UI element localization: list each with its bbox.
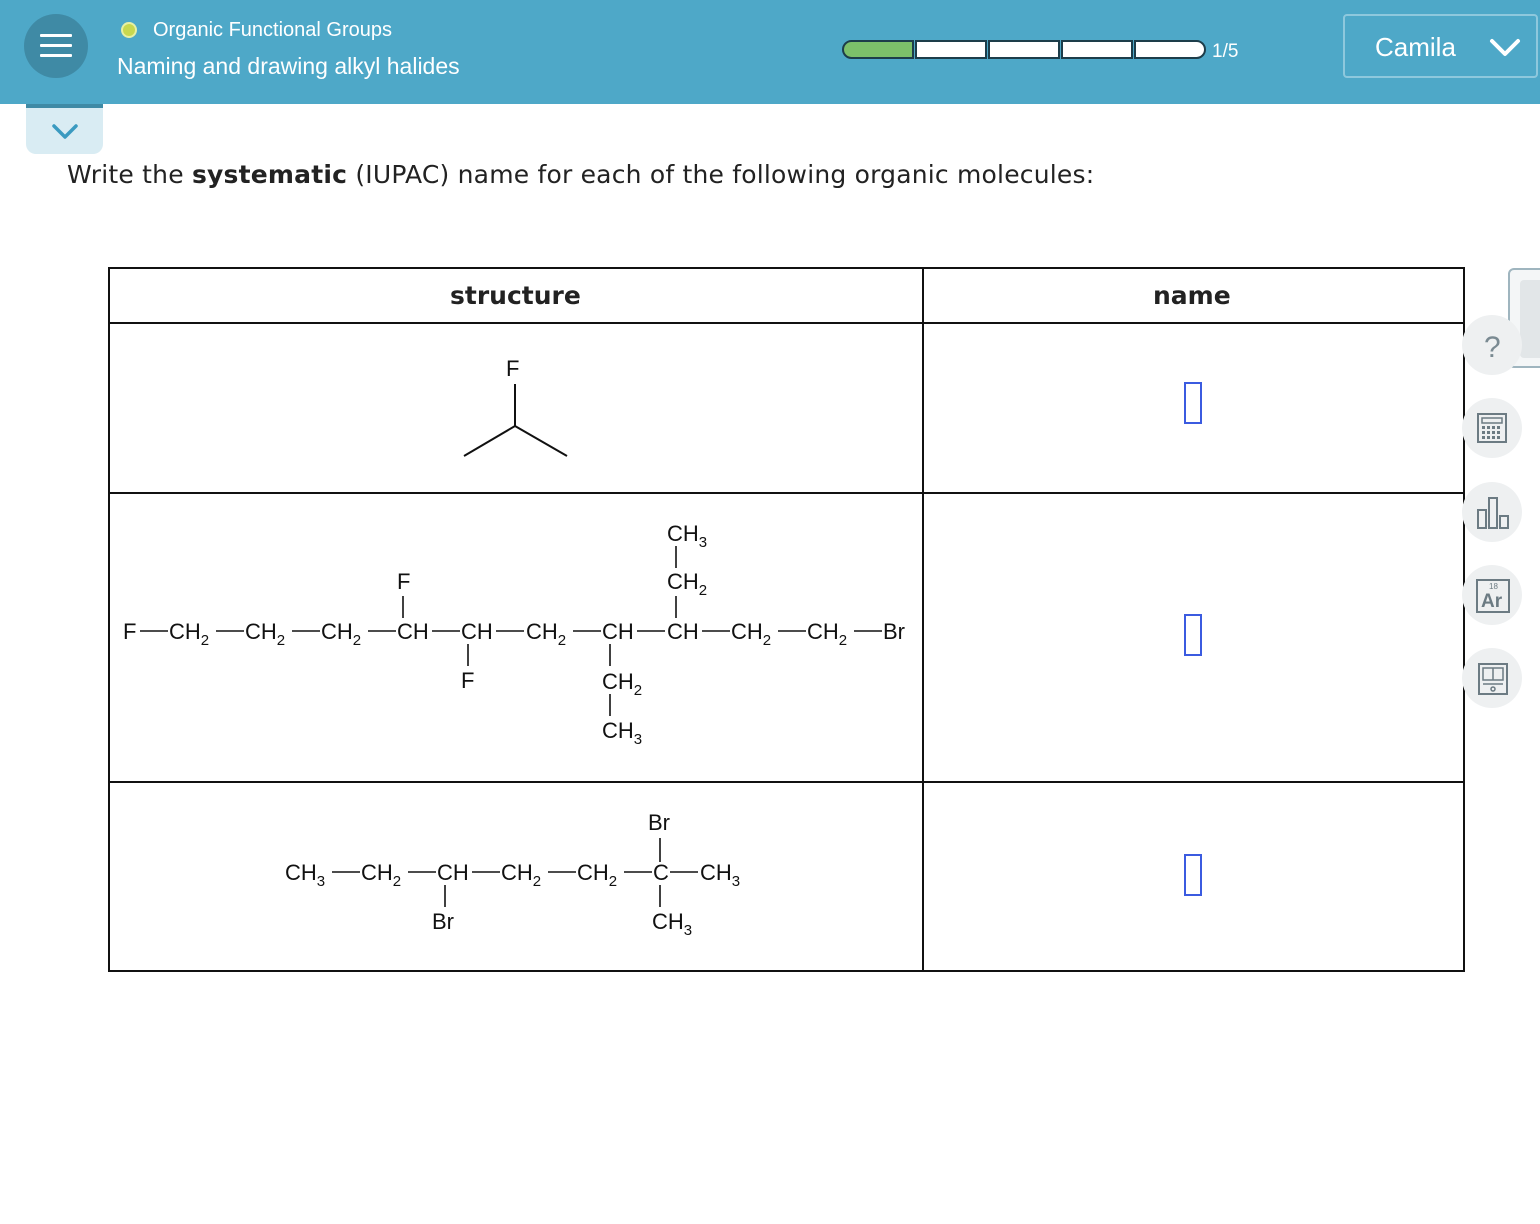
- svg-text:Ar: Ar: [1481, 591, 1503, 612]
- atom-label: $CH_2$: [169, 619, 210, 649]
- side-panel-handle: [1520, 280, 1540, 358]
- topic-title: Organic Functional Groups: [153, 19, 393, 41]
- atom-label: $CH_2$: [602, 669, 643, 699]
- atom-label: CH: [437, 860, 469, 885]
- reference-button[interactable]: [1462, 648, 1522, 708]
- bond: [515, 426, 567, 456]
- data-chart-button[interactable]: [1462, 482, 1522, 542]
- atom-label: F: [461, 668, 475, 693]
- atom-label: Br: [432, 909, 454, 934]
- atom-label: Br: [883, 619, 905, 644]
- atom-label: CH: [602, 619, 634, 644]
- instruction-text: (IUPAC) name for each of the following organic molecules:: [347, 160, 1095, 189]
- calculator-button[interactable]: [1462, 398, 1522, 458]
- calculator-icon: [1476, 412, 1508, 444]
- question-mark-icon: [1476, 329, 1508, 361]
- atom-label: $CH_2$: [361, 860, 402, 890]
- bar-chart-icon: [1476, 496, 1510, 530]
- atom-label: F: [397, 569, 411, 594]
- atom-label: $CH_3$: [602, 718, 643, 748]
- periodic-table-icon: [1476, 579, 1510, 613]
- atom-label: CH: [667, 619, 699, 644]
- atom-label: $CH_2$: [245, 619, 286, 649]
- structure-column-header: structure: [450, 281, 581, 310]
- atom-label: $CH_2$: [526, 619, 567, 649]
- atom-label: $CH_3$: [652, 909, 693, 939]
- bond: [464, 426, 515, 456]
- atom-label: F: [506, 356, 520, 381]
- instruction-bold: systematic: [191, 160, 348, 189]
- lesson-title: Naming and drawing alkyl halides: [117, 53, 460, 79]
- atom-label: $CH_3$: [700, 860, 741, 890]
- name-column-header: name: [1153, 281, 1231, 310]
- progress-count: 1/5: [1212, 41, 1239, 62]
- atom-label: $CH_2$: [321, 619, 362, 649]
- reference-book-icon: [1476, 662, 1510, 696]
- atom-label: $CH_2$: [577, 860, 618, 890]
- atom-label: $CH_2$: [501, 860, 542, 890]
- atom-label: C: [653, 860, 669, 885]
- molecule-1: [464, 356, 567, 456]
- user-name: Camila: [1375, 32, 1456, 62]
- atom-label: CH: [461, 619, 493, 644]
- atom-label: $CH_3$: [667, 521, 708, 551]
- molecule-3: [285, 810, 740, 939]
- atom-label: $CH_3$: [285, 860, 326, 890]
- svg-text:?: ?: [1484, 331, 1501, 361]
- help-button[interactable]: [1462, 315, 1522, 375]
- molecule-2: [123, 521, 905, 748]
- atom-label: $CH_2$: [731, 619, 772, 649]
- atom-label: $CH_2$: [807, 619, 848, 649]
- atom-label: F: [123, 619, 137, 644]
- instruction-text: Write the: [67, 160, 192, 189]
- atom-label: Br: [648, 810, 670, 835]
- periodic-table-button[interactable]: [1462, 565, 1522, 625]
- atom-label: CH: [397, 619, 429, 644]
- svg-text:18: 18: [1489, 582, 1498, 591]
- atom-label: $CH_2$: [667, 569, 708, 599]
